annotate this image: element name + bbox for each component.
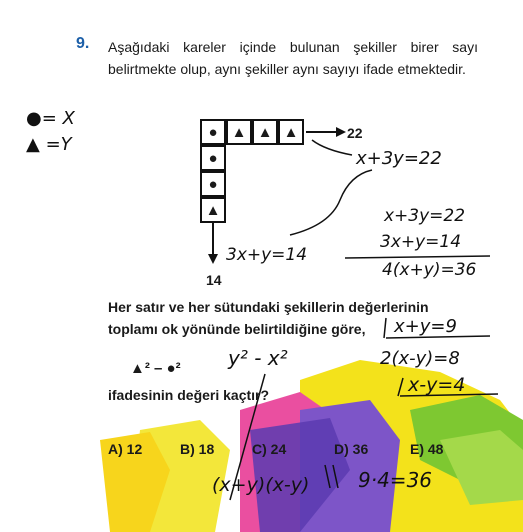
grid-cell-triangle: ▲ [252, 119, 278, 145]
expression: ▲² – ●² [130, 360, 181, 377]
row-equation: x+3y=22 [356, 148, 442, 169]
row-arrow-head [336, 127, 346, 137]
option-letter: B) [180, 441, 195, 457]
option-letter: D) [334, 441, 349, 457]
final-product: 9·4=36 [358, 468, 433, 492]
difference-equation: 2(x-y)=8 [380, 348, 460, 369]
factored-expression: (x+y)(x-y) [212, 474, 310, 496]
expression-in-xy: y² - x² [228, 346, 288, 370]
system-eq-1: x+3y=22 [384, 206, 466, 226]
xy-difference: x-y=4 [408, 374, 466, 396]
option-c[interactable] [252, 441, 286, 457]
column-total: 14 [206, 272, 222, 288]
question-ask: ifadesinin değeri kaçtır? [108, 387, 270, 403]
option-value: 36 [352, 441, 369, 457]
option-letter: C) [252, 441, 267, 457]
option-value: 12 [126, 441, 143, 457]
grid-cell-triangle: ▲ [226, 119, 252, 145]
grid-cell-circle: ● [200, 171, 226, 197]
question-prompt: Her satır ve her sütundaki şekillerin değerlerinin toplamı ok yönünde belirtildiğine göre, [108, 299, 429, 337]
pen-stroke-to-row-eq [312, 140, 352, 155]
option-letter: A) [108, 441, 123, 457]
grid-cell-triangle: ▲ [200, 197, 226, 223]
xy-sum: x+y=9 [394, 316, 457, 337]
grid-cell-circle: ● [200, 119, 226, 145]
option-value: 24 [270, 441, 287, 457]
option-b[interactable] [180, 441, 214, 457]
grid-cell-circle: ● [200, 145, 226, 171]
grid-cell-triangle: ▲ [278, 119, 304, 145]
option-a[interactable] [108, 441, 142, 457]
triangle-equals-y: ▲ =Y [26, 134, 72, 155]
system-eq-2: 3x+y=14 [380, 232, 462, 252]
equals-mark [325, 465, 338, 488]
option-value: 18 [198, 441, 215, 457]
system-sum: 4(x+y)=36 [382, 260, 477, 280]
row-total: 22 [347, 125, 363, 141]
option-e[interactable] [410, 441, 443, 457]
option-letter: E) [410, 441, 424, 457]
sum-underline [345, 256, 490, 258]
question-text: Aşağıdaki kareler içinde bulunan şekiller birer sayı belirtmekte olup, aynı şekiller aynı sayıyı ifade etmektedir. [108, 39, 478, 77]
column-arrow-head [208, 254, 218, 264]
question-number: 9. [76, 35, 90, 52]
pen-stroke-curve [290, 170, 372, 235]
column-equation: 3x+y=14 [226, 245, 308, 265]
option-value: 48 [427, 441, 444, 457]
option-d[interactable] [334, 441, 368, 457]
circle-equals-x: ●= X [26, 108, 75, 129]
